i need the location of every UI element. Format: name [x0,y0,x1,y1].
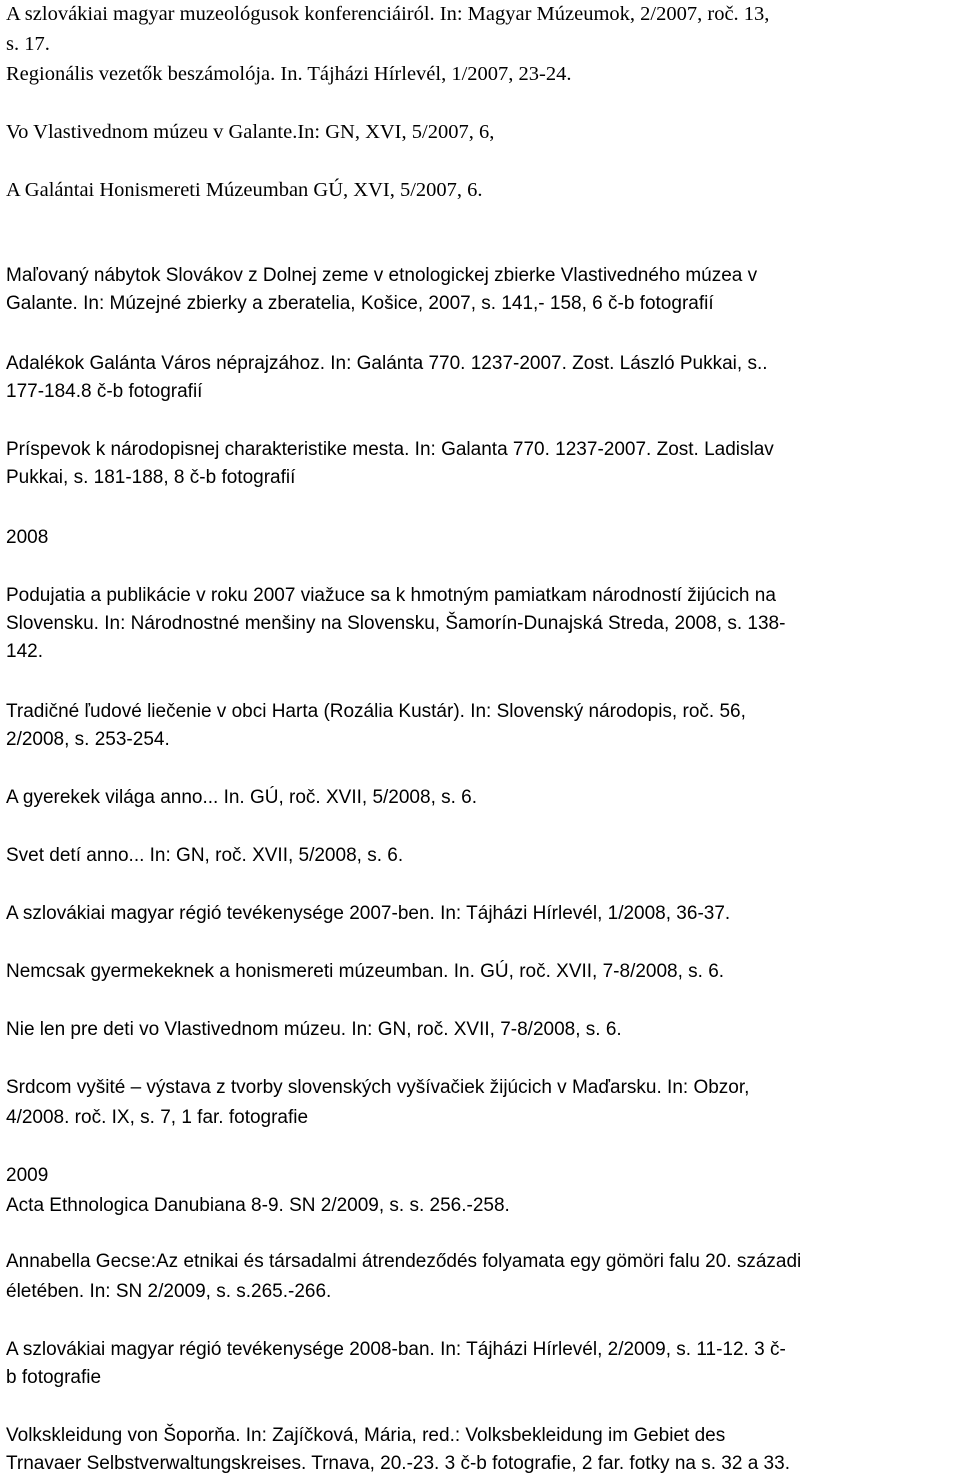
text-line: életében. In: SN 2/2009, s. s.265.-266. [6,1281,332,1302]
text-line: 4/2008. roč. IX, s. 7, 1 far. fotografie [6,1107,309,1128]
text-line: Adalékok Galánta Város néprajzához. In: Galánta 770. 1237-2007. Zost. László Pukkai, s.. [6,353,768,374]
text-line: Vo Vlastivednom múzeu v Galante.In: GN, XVI, 5/2007, 6, [6,121,495,143]
text-line: 2/2008, s. 253-254. [6,729,170,750]
text-line: Nemcsak gyermekeknek a honismereti múzeumban. In. GÚ, roč. XVII, 7-8/2008, s. 6. [6,961,725,982]
text-line: A szlovákiai magyar régió tevékenysége 2008-ban. In: Tájházi Hírlevél, 2/2009, s. 11-12. 3 č- [6,1339,786,1360]
text-line: Pukkai, s. 181-188, 8 č-b fotografií [6,467,296,488]
text-line: Tradičné ľudové liečenie v obci Harta (Rozália Kustár). In: Slovenský národopis, roč. 56, [6,701,746,722]
text-line: Svet detí anno... In: GN, roč. XVII, 5/2008, s. 6. [6,845,404,866]
text-line: Regionális vezetők beszámolója. In. Tájházi Hírlevél, 1/2007, 23-24. [6,63,572,85]
text-line: Slovensku. In: Národnostné menšiny na Slovensku, Šamorín-Dunajská Streda, 2008, s. 138- [6,613,786,634]
text-line: Galante. In: Múzejné zbierky a zberatelia, Košice, 2007, s. 141,- 158, 6 č-b fotografií [6,293,714,314]
text-line: 177-184.8 č-b fotografií [6,381,203,402]
text-line: 142. [6,641,43,662]
text-line: A szlovákiai magyar muzeológusok konferenciáiról. In: Magyar Múzeumok, 2/2007, roč. 13, [6,3,770,25]
text-line: A Galántai Honismereti Múzeumban GÚ, XVI, 5/2007, 6. [6,179,483,201]
year-heading: 2009 [6,1165,49,1186]
text-line: Acta Ethnologica Danubiana 8-9. SN 2/2009, s. s. 256.-258. [6,1195,510,1216]
year-heading: 2008 [6,527,49,548]
text-line: Trnavaer Selbstverwaltungskreises. Trnava, 20.-23. 3 č-b fotografie, 2 far. fotky na s. 32 a 33. [6,1453,790,1474]
text-line: Nie len pre deti vo Vlastivednom múzeu. In: GN, roč. XVII, 7-8/2008, s. 6. [6,1019,622,1040]
text-line: Srdcom vyšité – výstava z tvorby slovenských vyšívačiek žijúcich v Maďarsku. In: Obzor, [6,1077,750,1098]
text-line: Podujatia a publikácie v roku 2007 viažuce sa k hmotným pamiatkam národností žijúcich na [6,585,776,606]
text-line: A gyerekek világa anno... In. GÚ, roč. XVII, 5/2008, s. 6. [6,787,478,808]
text-line: s. 17. [6,33,50,55]
text-line: b fotografie [6,1367,102,1388]
text-line: Maľovaný nábytok Slovákov z Dolnej zeme v etnologickej zbierke Vlastivedného múzea v [6,265,758,286]
text-line: Annabella Gecse:Az etnikai és társadalmi átrendeződés folyamata egy gömöri falu 20. századi [6,1251,802,1272]
text-line: Príspevok k národopisnej charakteristike mesta. In: Galanta 770. 1237-2007. Zost. Ladislav [6,439,774,460]
text-line: Volkskleidung von Šoporňa. In: Zajíčková, Mária, red.: Volksbekleidung im Gebiet des [6,1425,726,1446]
text-line: A szlovákiai magyar régió tevékenysége 2007-ben. In: Tájházi Hírlevél, 1/2008, 36-37. [6,903,731,924]
